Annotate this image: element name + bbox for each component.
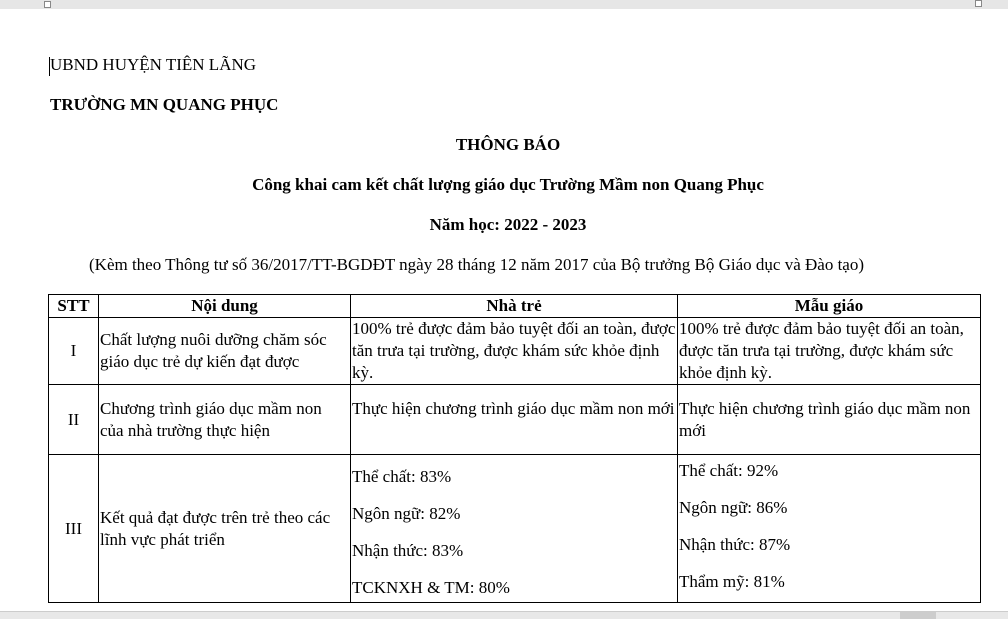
row-nha-tre: Thực hiện chương trình giáo dục mầm non mới [351, 385, 678, 455]
row-stt: I [49, 318, 99, 385]
row-nha-tre: 100% trẻ được đảm bảo tuyệt đối an toàn, được tăn trưa tại trường, được khám sức khỏe định kỳ. [351, 318, 678, 385]
row-mau-giao: Thực hiện chương trình giáo dục mầm non mới [678, 385, 981, 455]
result-item: TCKNXH & TM: 80% [352, 578, 510, 597]
row-nha-tre [351, 455, 678, 603]
result-item: Thể chất: 83% [352, 467, 452, 486]
row-mau-giao [678, 455, 981, 603]
legal-note: (Kèm theo Thông tư số 36/2017/TT-BGDĐT ngày 28 tháng 12 năm 2017 của Bộ trưởng Bộ Giáo dục và Đào tạo) [89, 255, 864, 274]
result-item: Nhận thức: 83% [352, 541, 464, 560]
commitment-table [48, 294, 981, 603]
row-mau-giao: 100% trẻ được đảm bảo tuyệt đối an toàn, được tăn trưa tại trường, được khám sức khỏe định kỳ. [678, 318, 981, 385]
header-content: Nội dung [99, 295, 351, 318]
result-item: Ngôn ngữ: 82% [352, 504, 461, 523]
scrollbar-thumb[interactable] [900, 612, 936, 619]
row-content: Chương trình giáo dục mầm non của nhà trường thực hiện [99, 385, 351, 455]
result-item: Nhận thức: 87% [679, 535, 791, 554]
school-year: Năm học: 2022 - 2023 [429, 215, 587, 234]
result-item: Thẩm mỹ: 81% [679, 572, 785, 591]
table-row [49, 385, 981, 455]
header-stt: STT [49, 295, 99, 318]
ruler [0, 0, 1008, 9]
header-nha-tre: Nhà trẻ [351, 295, 678, 318]
result-item: Ngôn ngữ: 86% [679, 498, 788, 517]
row-content: Chất lượng nuôi dưỡng chăm sóc giáo dục trẻ dự kiến đạt được [99, 318, 351, 385]
header-mau-giao: Mẫu giáo [678, 295, 981, 318]
doc-title: THÔNG BÁO [455, 135, 561, 154]
row-content: Kết quả đạt được trên trẻ theo các lĩnh vực phát triển [99, 455, 351, 603]
row-stt: II [49, 385, 99, 455]
table-header-row [49, 295, 981, 318]
table-row [49, 455, 981, 603]
org-name: UBND HUYỆN TIÊN LÃNG [50, 55, 257, 74]
school-name: TRƯỜNG MN QUANG PHỤC [50, 95, 279, 114]
row-stt: III [49, 455, 99, 603]
right-margin-marker[interactable] [975, 0, 982, 7]
result-item: Thể chất: 92% [679, 461, 779, 480]
indent-marker[interactable] [44, 1, 51, 8]
doc-subtitle: Công khai cam kết chất lượng giáo dục Trường Mầm non Quang Phục [252, 175, 764, 194]
horizontal-scrollbar[interactable] [0, 611, 1008, 619]
table-row [49, 318, 981, 385]
